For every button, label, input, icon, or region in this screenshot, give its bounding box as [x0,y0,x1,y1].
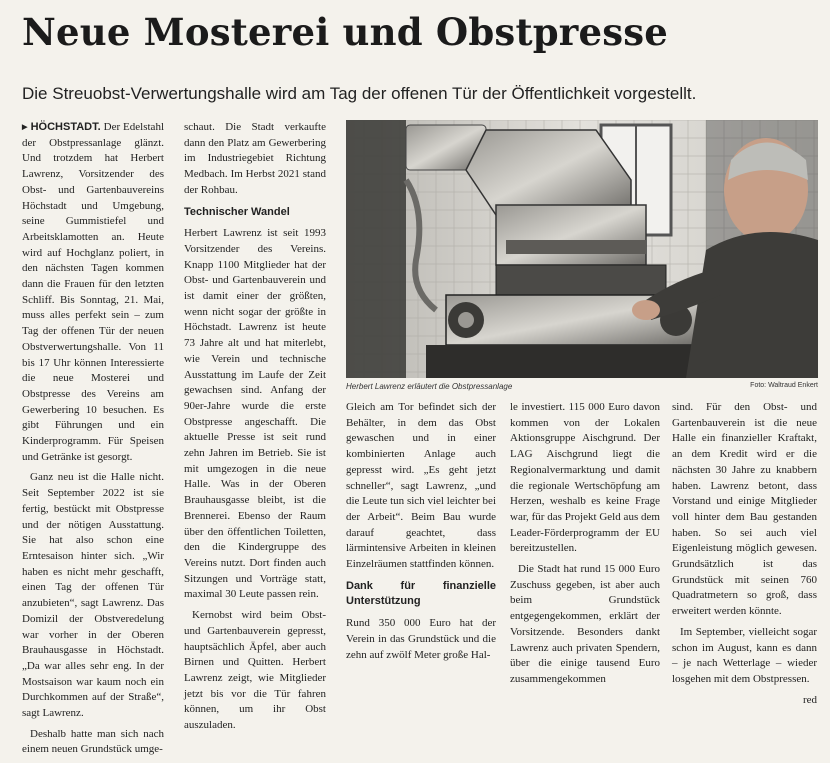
paragraph: schaut. Die Stadt verkaufte dann den Platz am Gewerbering im Industriegebiet Richtung Medbach. Im Herbst 2021 stand der Rohbau. [184,121,326,196]
section-heading: Technischer Wandel [184,205,290,218]
author-signature: red [802,693,817,706]
subheadline: Die Streuobst-Verwertungshalle wird am Tag der offenen Tür der Öffentlichkeit vorgestellt. [22,84,697,103]
headline: Neue Mosterei und Obstpresse [22,10,669,54]
article-column-2 [184,120,326,739]
paragraph: Herbert Lawrenz ist seit 1993 Vorsitzender des Vereins. Knapp 1100 Mitglieder hat der Obst- und Gartenbauverein und ist damit einer der größten, wenn nicht sogar der größte in Höchstadt. Lawrenz ist heute 73 Jahre alt und hat miterlebt, wie Verein und technische Ausstattung im Laufe der Zeit gewachsen sind. Anfang der 90er-Jahre wurde die erste Obstpresse angeschafft. Die aktuelle Presse ist seit rund zehn Jahren im Betrieb. Sie ist mit umgezogen in die neue Halle. Was in der Oberen Brauhausgasse bleibt, ist die Brennerei. Ebenso der Raum über den öffentlichen Toiletten, den die Kindergruppe des Vereins nutzt. Dort finden auch Sitzungen und Vorträge statt, maximal 30 Leute passen rein. [184,227,326,601]
paragraph: Ganz neu ist die Halle nicht. Seit September 2022 ist sie fertig, bestückt mit Obstpresse und der nötigen Ausstattung. Sie hat also schon eine Erntesaison hinter sich. „Wir haben es nicht mehr geschafft, einen Tag der offenen Tür anzubieten“, sagt Lawrenz. Das Domizil der Obstveredelung war vorher in der Oberen Brauhausgasse in Höchstadt. „Da war alles sehr eng. In der Mostsaison war kaum noch ein Durchkommen auf der Straße“, sagt Lawrenz. [22,471,164,720]
article-column-4 [510,400,660,693]
paragraph: Im September, vielleicht sogar schon im August, kann es dann – je nach Wetterlage – wieder losgehen mit dem Obstpressen. [672,625,817,685]
paragraph: Die Stadt hat rund 15 000 Euro Zuschuss gegeben, ist aber auch beim Grundstück entgegengekommen, erklärt der Vorsitzende. Besonders dankt Lawrenz auch privaten Spendern, über die einige tausend Euro zusammengekommen [510,563,660,685]
section-heading: Dank für finanzielle Unterstützung [346,579,496,608]
article-column-5 [672,400,817,708]
paragraph: sind. Für den Obst- und Gartenbauverein ist die neue Halle ein finanzieller Kraftakt, an dem Kredit wird er die nächsten 30 Jahre zu knabbern haben. Lawrenz betont, dass Vorstand und einige Mitglieder voll hinter dem Bau gestanden haben. So sei auch viel Eigenleistung möglich gewesen. Grundsätzlich ist das Grundstück mit seinen 760 Quadratmetern so groß, dass erweitert werden könnte. [672,401,817,618]
paragraph [22,120,164,465]
dateline: ▶ HÖCHSTADT. [22,121,101,133]
photo-caption [346,382,818,396]
press-machine-photo [346,120,818,378]
paragraph: Rund 350 000 Euro hat der Verein in das Grundstück und die zehn auf zwölf Meter große Hal- [346,617,496,661]
paragraph-text: Der Edelstahl der Obstpressanlage glänzt. Und trotzdem hat Herbert Lawrenz, Vorsitzender des Obst- und Gartenbauvereins Höchstadt und Umgebung, seine Gummistiefel und Arbeitsklamotten an. Heute wird auf Hochglanz poliert, in den nächsten Tagen kommen dann die Frauen für den letzten Schliff. Bis Sonntag, 21. Mai, muss alles perfekt sein – zum Tag der offenen Tür der neuen Obstverwertungshalle. Von 11 bis 17 Uhr können Interessierte die neue Mosterei und Obstpresse des Vereins am Gewerbering 10 besuchen. Es gibt Führungen und ein Kinderprogramm. Für Speisen und Getränke ist gesorgt. [22,121,164,463]
article-column-1 [22,120,164,763]
paragraph: le investiert. 115 000 Euro davon kommen von der Lokalen Aktionsgruppe Aischgrund. Der LAG Aischgrund liegt die Regionalvermarktung und damit die regionale Wertschöpfung am Herzen, weshalb es keine Frage war, für das Projekt Geld aus dem Leader-Förderprogramm der EU bereitzustellen. [510,401,660,555]
paragraph: Deshalb hatte man sich nach einem neuen Grundstück umge- [22,727,164,756]
article-column-3 [346,400,496,668]
article-photo [346,120,818,378]
paragraph: Gleich am Tor befindet sich der Behälter, in dem das Obst gewaschen und in einer kombinierten Anlage auch gepresst wird. „Es geht jetzt schneller“, sagt Lawrenz, „und die Leute tun sich viel leichter bei der Arbeit“. Beim Bau wurde darauf geachtet, dass lärmintensive Arbeiten in kleinen Einzelräumen stattfinden können. [346,401,496,571]
paragraph: Kernobst wird beim Obst- und Gartenbauverein gepresst, hauptsächlich Äpfel, aber auch Birnen und Quitten. Herbert Lawrenz zeigt, wie Mitglieder jetzt bis vor die Tür fahren können, um ihr Obst auszuladen. [184,609,326,732]
photo-credit: Foto: Waltraud Enkert [750,382,818,389]
caption-text: Herbert Lawrenz erläutert die Obstpressanlage [346,382,513,391]
